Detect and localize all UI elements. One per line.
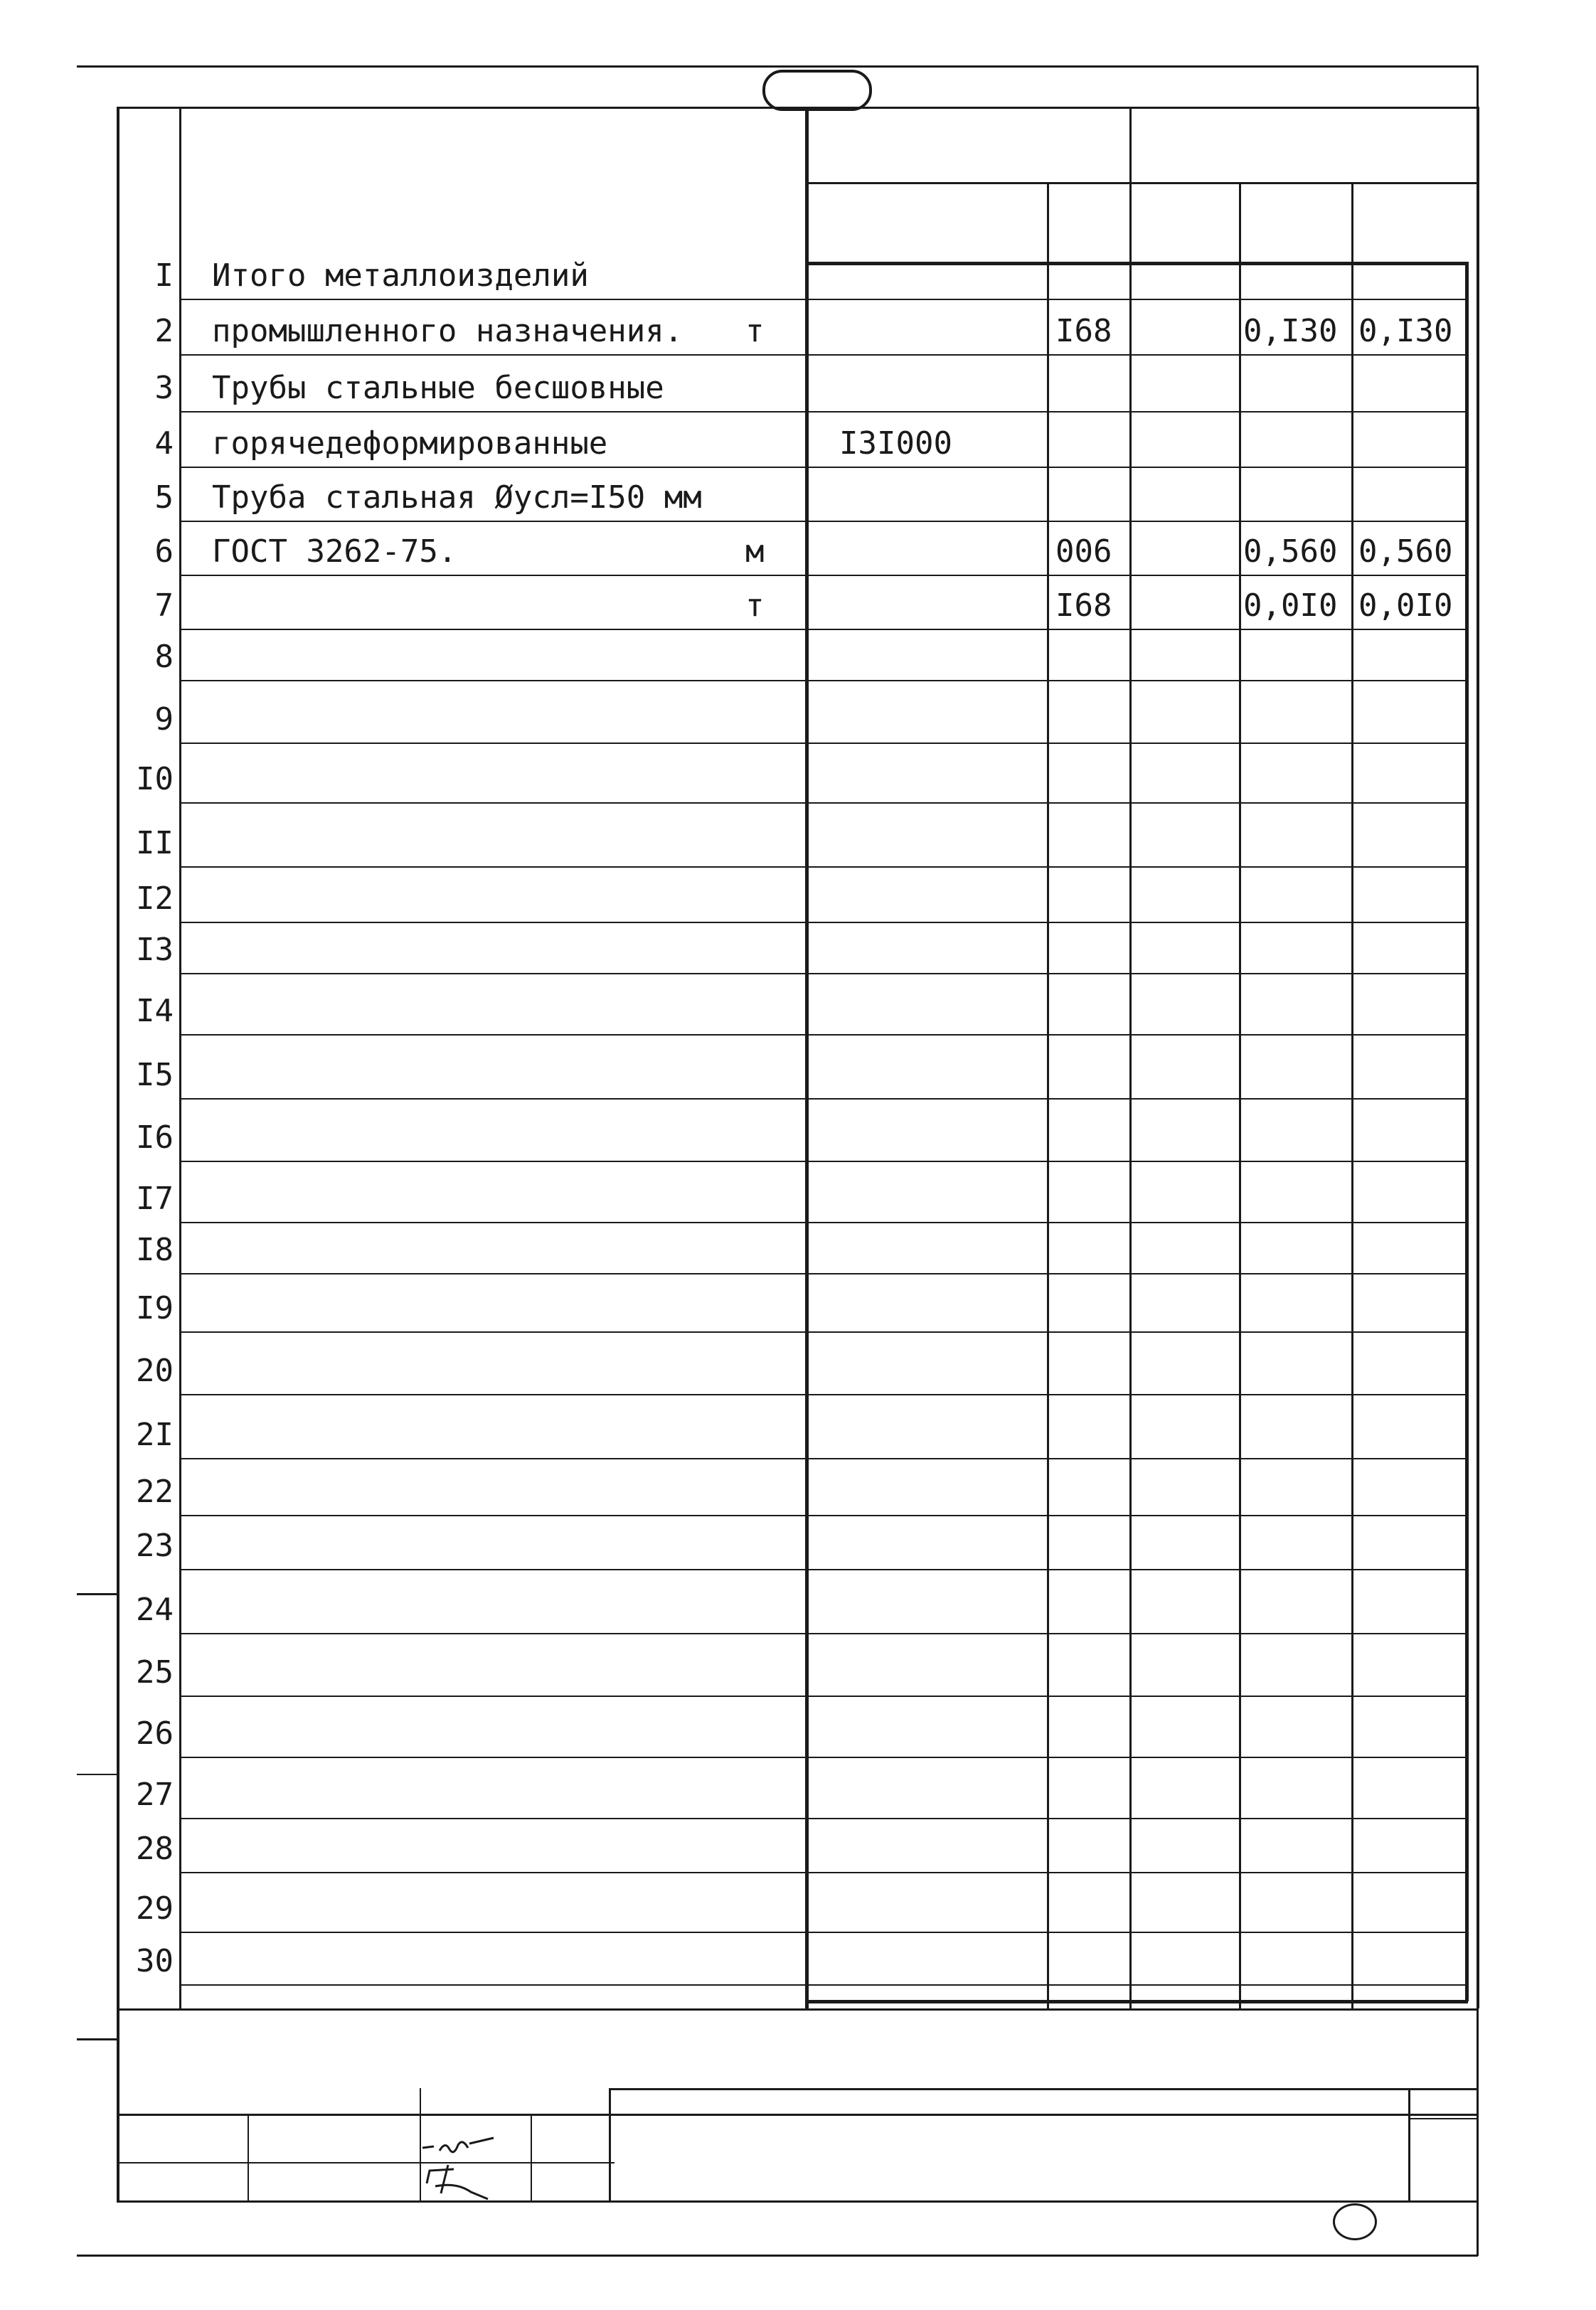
row-unit: т bbox=[745, 587, 765, 624]
table-row-line bbox=[179, 629, 1468, 630]
table-row-line bbox=[179, 467, 1468, 468]
row-unit-code: I68 bbox=[1055, 313, 1112, 349]
stamp-sheet-border bbox=[1408, 2088, 1410, 2200]
table-row-line bbox=[179, 299, 1468, 300]
table-row-line bbox=[179, 354, 1468, 356]
table-top-border bbox=[117, 107, 1478, 109]
table-row-line bbox=[179, 802, 1468, 804]
row-number: I6 bbox=[136, 1119, 174, 1156]
row-name: Итого металлоизделий bbox=[212, 257, 589, 294]
margin-tick-b bbox=[77, 1593, 119, 1595]
row-number: I0 bbox=[136, 761, 174, 797]
table-row-line bbox=[179, 1098, 1468, 1100]
stamp-sheet-split bbox=[1408, 2118, 1478, 2119]
stamp-col-4 bbox=[609, 2088, 611, 2200]
table-row-line bbox=[179, 575, 1468, 576]
row-number: 25 bbox=[136, 1654, 174, 1691]
row-number: I5 bbox=[136, 1057, 174, 1093]
header-split-line bbox=[807, 182, 1478, 184]
table-row-line bbox=[179, 866, 1468, 868]
stamp-col-1 bbox=[248, 2114, 249, 2200]
row-number-column-border bbox=[179, 107, 181, 2008]
table-row-line bbox=[179, 1458, 1468, 1459]
row-number: II bbox=[136, 825, 174, 861]
materials-column-border bbox=[1047, 182, 1049, 2008]
table-row-line bbox=[179, 411, 1468, 412]
row-total-qty: 0,560 bbox=[1358, 533, 1453, 570]
row-number: 2I bbox=[136, 1417, 174, 1453]
table-row-line bbox=[179, 1569, 1468, 1570]
page-number bbox=[762, 70, 872, 111]
row-total-qty: 0,I30 bbox=[1358, 313, 1453, 349]
table-right-border bbox=[1477, 107, 1479, 2008]
row-number: 22 bbox=[136, 1474, 174, 1510]
row-number: 7 bbox=[154, 587, 174, 624]
ind-column-border bbox=[1351, 182, 1353, 2008]
stamp-left-border bbox=[117, 2008, 119, 2200]
row-number: 4 bbox=[154, 425, 174, 462]
row-unit-code: I68 bbox=[1055, 587, 1112, 624]
margin-tick-a bbox=[77, 2038, 119, 2040]
unit-column-border bbox=[1129, 107, 1132, 2008]
top-rule bbox=[77, 65, 1478, 68]
row-ind-qty: 0,0I0 bbox=[1243, 587, 1338, 624]
table-row-line bbox=[179, 1161, 1468, 1162]
row-number: 20 bbox=[136, 1353, 174, 1389]
table-row-line bbox=[179, 1984, 1468, 1986]
row-unit: т bbox=[745, 313, 765, 349]
table-row-line bbox=[179, 680, 1468, 681]
table-row-line bbox=[179, 1222, 1468, 1223]
stamp-col-2 bbox=[420, 2088, 421, 2200]
row-number: 9 bbox=[154, 701, 174, 738]
row-number: 28 bbox=[136, 1831, 174, 1867]
row-number: 27 bbox=[136, 1777, 174, 1813]
row-number: 26 bbox=[136, 1715, 174, 1752]
table-row-line bbox=[179, 1818, 1468, 1819]
row-ind-qty: 0,560 bbox=[1243, 533, 1338, 570]
stamp-mid-line bbox=[117, 2162, 615, 2163]
row-number: I9 bbox=[136, 1290, 174, 1326]
row-number: 6 bbox=[154, 533, 174, 570]
row-name: Трубы стальные бесшовные bbox=[212, 370, 664, 406]
table-left-border bbox=[117, 107, 119, 2008]
table-row-line bbox=[179, 1034, 1468, 1036]
row-unit-code: 006 bbox=[1055, 533, 1112, 570]
row-name: горячедеформированные bbox=[212, 425, 608, 462]
stamp-top-line bbox=[117, 2114, 1478, 2116]
table-row-line bbox=[179, 973, 1468, 974]
type-column-border bbox=[1239, 182, 1241, 2008]
row-number: 3 bbox=[154, 370, 174, 406]
signature-engineer bbox=[420, 2132, 498, 2161]
signature-group-lead bbox=[420, 2162, 498, 2205]
table-bottom-border bbox=[117, 2008, 1478, 2011]
row-ind-qty: 0,I30 bbox=[1243, 313, 1338, 349]
row-number: I3 bbox=[136, 932, 174, 968]
table-row-line bbox=[179, 922, 1468, 923]
table-row-line bbox=[179, 1331, 1468, 1333]
stamp-designation-top bbox=[609, 2088, 1478, 2090]
table-row-line bbox=[179, 1932, 1468, 1933]
stamp-col-3 bbox=[531, 2114, 532, 2200]
row-number: 8 bbox=[154, 639, 174, 675]
stamp-bottom-line bbox=[117, 2200, 1478, 2203]
row-number: I7 bbox=[136, 1181, 174, 1217]
table-row-line bbox=[179, 1515, 1468, 1516]
bottom-rule bbox=[77, 2255, 1478, 2257]
row-number: I8 bbox=[136, 1232, 174, 1268]
row-number: I4 bbox=[136, 993, 174, 1029]
name-column-border bbox=[805, 107, 809, 2008]
margin-tick-c bbox=[77, 1774, 119, 1775]
table-row-line bbox=[179, 742, 1468, 744]
row-number: I2 bbox=[136, 880, 174, 917]
circled-number bbox=[1333, 2203, 1377, 2240]
header-bottom-line bbox=[807, 262, 1468, 265]
row-material-code: I3I000 bbox=[839, 425, 952, 462]
table-row-line bbox=[179, 521, 1468, 522]
row-name: промышленного назначения. bbox=[212, 313, 683, 349]
row-number: 24 bbox=[136, 1592, 174, 1628]
table-row-line bbox=[179, 1757, 1468, 1758]
row-number: 29 bbox=[136, 1890, 174, 1927]
table-row-line bbox=[179, 1633, 1468, 1634]
row-name: Труба стальная Øусл=I50 мм bbox=[212, 479, 702, 516]
row-number: 30 bbox=[136, 1943, 174, 1979]
table-row-line bbox=[179, 1696, 1468, 1697]
row-number: 23 bbox=[136, 1528, 174, 1564]
data-bottom-border bbox=[807, 2000, 1468, 2003]
table-row-line bbox=[179, 1394, 1468, 1395]
row-unit: м bbox=[745, 533, 765, 570]
row-number: 2 bbox=[154, 313, 174, 349]
row-total-qty: 0,0I0 bbox=[1358, 587, 1453, 624]
row-number: 5 bbox=[154, 479, 174, 516]
row-name: ГОСТ 3262-75. bbox=[212, 533, 457, 570]
data-right-border bbox=[1465, 262, 1469, 2001]
table-row-line bbox=[179, 1273, 1468, 1274]
table-row-line bbox=[179, 1872, 1468, 1873]
row-number: I bbox=[154, 257, 174, 294]
